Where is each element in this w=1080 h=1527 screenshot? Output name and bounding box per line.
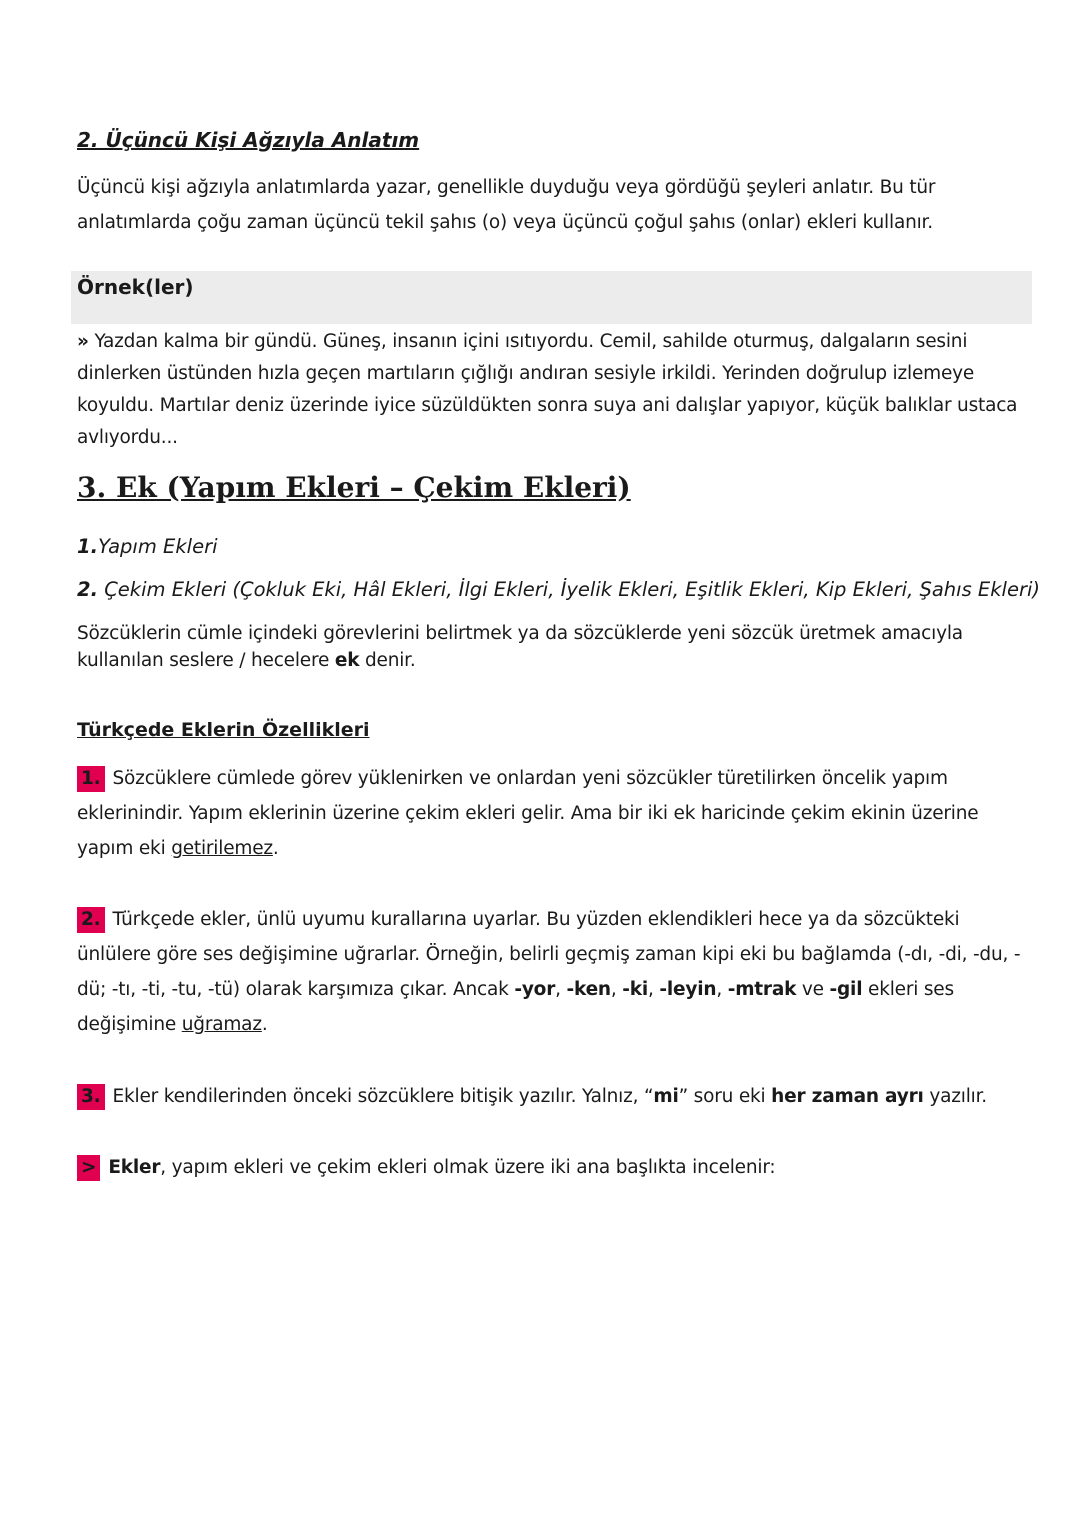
separator: ,: [648, 979, 660, 1000]
feature-2: [77, 902, 1027, 1042]
suffix-mtrak: -mtrak: [727, 979, 797, 1000]
feature-text: , yapım ekleri ve çekim ekleri olmak üzere iki ana başlıkta incelenir:: [160, 1157, 776, 1178]
feature-1: [77, 761, 1027, 866]
list-item-label: Yapım Ekleri: [97, 535, 218, 558]
feature-text: ” soru eki: [678, 1086, 772, 1107]
list-item-number: 2.: [77, 578, 98, 601]
ek-definition: [77, 620, 1027, 674]
feature-text: Ekler kendilerinden önceki sözcüklere bitişik yazılır. Yalnız, “: [112, 1086, 654, 1107]
feature-3: [77, 1079, 1027, 1114]
section-title-ek: 3. Ek (Yapım Ekleri – Çekim Ekleri): [77, 471, 631, 504]
term-her-zaman-ayri: her zaman ayrı: [771, 1086, 924, 1107]
suffix-ki: -ki: [622, 979, 649, 1000]
feature-badge: >: [77, 1155, 100, 1181]
feature-underlined: getirilemez: [171, 838, 273, 859]
suffix-ken: -ken: [566, 979, 611, 1000]
feature-text: Sözcüklere cümlede görev yüklenirken ve onlardan yeni sözcükler türetilirken öncelik yapım eklerinindir. Yapım eklerinin üzerine çekim ekleri gelir. Ama bir iki ek haricinde çekim ekinin üzerine yapım eki: [77, 768, 979, 859]
feature-underlined: uğramaz: [181, 1014, 262, 1035]
section-title-third-person: 2. Üçüncü Kişi Ağzıyla Anlatım: [77, 128, 420, 152]
example-text: [77, 326, 1027, 454]
term-mi: mi: [653, 1086, 679, 1107]
separator: ,: [610, 979, 623, 1000]
feature-text: Türkçede ekler, ünlü uyumu kurallarına uyarlar. Bu yüzden eklendikleri hece ya da sözcükteki ünlülere göre ses değişimine uğrarlar. Örneğin, belirli geçmiş zaman kipi eki bu bağlamda (-dı, -di, -du, -dü; -tı, -ti, -tu, -tü) olarak karşımıza çıkar. Ancak: [77, 909, 1021, 1000]
example-body: Yazdan kalma bir gündü. Güneş, insanın içini ısıtıyordu. Cemil, sahilde oturmuş, dalgaların sesini dinlerken üstünden hızla geçen martıların çığlığı andıran sesiyle irkildi. Yerinden doğrulup izlemeye koyuldu. Martılar deniz üzerinde iyice süzüldükten sonra suya ani dalışlar yapıyor, küçük balıklar ustaca avlıyordu...: [77, 331, 1018, 448]
suffix-leyin: -leyin: [659, 979, 717, 1000]
feature-badge: 2.: [77, 907, 105, 933]
definition-text: Sözcüklerin cümle içindeki görevlerini belirtmek ya da sözcüklerde yeni sözcük üretmek amacıyla kullanılan seslere / hecelere: [77, 623, 963, 671]
example-box: [71, 271, 1032, 324]
list-item-cekim: [77, 578, 1040, 601]
example-title: Örnek(ler): [77, 275, 194, 299]
feature-4: [77, 1150, 1027, 1185]
list-item-number: 1.: [77, 535, 98, 558]
feature-text-end: .: [261, 1014, 268, 1035]
example-marker: »: [77, 331, 89, 352]
features-title: Türkçede Eklerin Özellikleri: [77, 719, 370, 741]
definition-text-end: denir.: [359, 650, 416, 671]
suffix-yor: -yor: [514, 979, 556, 1000]
term-ekler: Ekler: [108, 1157, 161, 1178]
section-body-third-person: Üçüncü kişi ağzıyla anlatımlarda yazar, genellikle duyduğu veya gördüğü şeyleri anlatır. Bu tür anlatımlarda çoğu zaman üçüncü tekil şahıs (o) veya üçüncü çoğul şahıs (onlar) ekleri kullanır.: [77, 177, 936, 233]
list-item-yapim: [77, 535, 218, 558]
feature-text: ekleri ses değişimine: [77, 979, 954, 1035]
feature-text-end: yazılır.: [923, 1086, 987, 1107]
feature-badge: 3.: [77, 1084, 105, 1110]
conjunction: ve: [796, 979, 830, 1000]
list-item-label: Çekim Ekleri (Çokluk Eki, Hâl Ekleri, İlgi Ekleri, İyelik Ekleri, Eşitlik Ekleri, Kip Ekleri, Şahıs Ekleri): [104, 578, 1040, 601]
definition-term: ek: [334, 650, 360, 671]
separator: ,: [716, 979, 728, 1000]
feature-badge: 1.: [77, 766, 105, 792]
suffix-gil: -gil: [829, 979, 863, 1000]
separator: ,: [555, 979, 567, 1000]
feature-text-end: .: [272, 838, 279, 859]
